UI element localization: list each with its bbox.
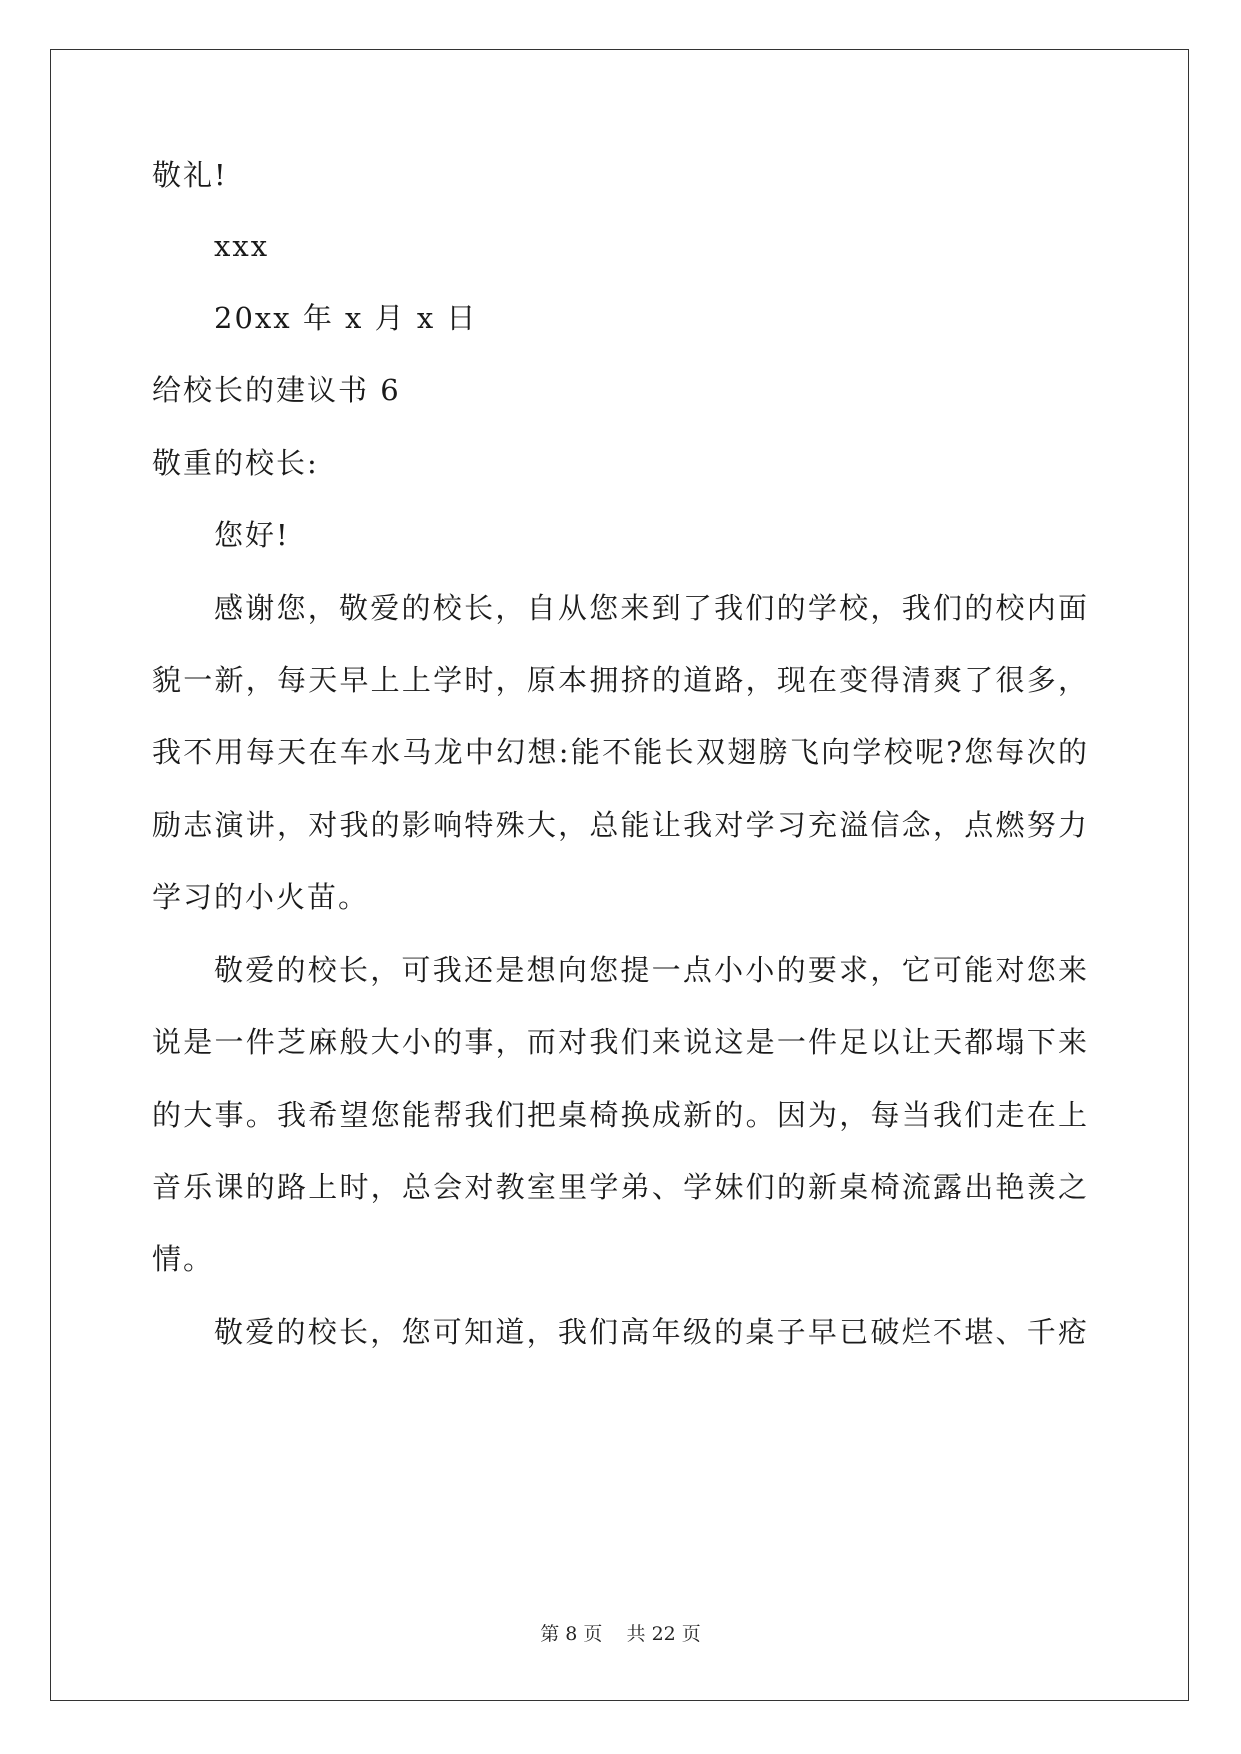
section-heading: 给校长的建议书 6 (152, 373, 401, 407)
page-total: 共 22 页 (626, 1623, 701, 1645)
paragraph-line: 貌一新，每天早上上学时，原本拥挤的道路，现在变得清爽了很多， (152, 663, 1087, 697)
paragraph-line: 励志演讲，对我的影响特殊大，总能让我对学习充溢信念，点燃努力 (152, 808, 1087, 842)
paragraph-line: 说是一件芝麻般大小的事，而对我们来说这是一件足以让天都塌下来 (152, 1025, 1087, 1059)
page-footer (0, 1622, 1241, 1646)
page-frame (50, 49, 1189, 1701)
greeting: 您好! (214, 518, 290, 552)
paragraph-line: 情。 (152, 1242, 215, 1276)
paragraph-line: 的大事。我希望您能帮我们把桌椅换成新的。因为，每当我们走在上 (152, 1098, 1087, 1132)
paragraph-line: 音乐课的路上时，总会对教室里学弟、学妹们的新桌椅流露出艳羡之 (152, 1170, 1087, 1204)
page-number: 第 8 页 (540, 1623, 603, 1645)
signature-date: 20xx 年 x 月 x 日 (214, 301, 478, 335)
paragraph-line: 学习的小火苗。 (152, 880, 370, 914)
paragraph-line: 我不用每天在车水马龙中幻想:能不能长双翅膀飞向学校呢?您每次的 (152, 735, 1087, 769)
letter-salutation: 敬重的校长: (152, 446, 319, 480)
signature-name: xxx (214, 229, 270, 263)
paragraph-line: 感谢您，敬爱的校长，自从您来到了我们的学校，我们的校内面 (214, 591, 1087, 625)
closing-salutation: 敬礼! (152, 158, 228, 192)
paragraph-line: 敬爱的校长，您可知道，我们高年级的桌子早已破烂不堪、千疮 (214, 1315, 1087, 1349)
paragraph-line: 敬爱的校长，可我还是想向您提一点小小的要求，它可能对您来 (214, 953, 1087, 987)
